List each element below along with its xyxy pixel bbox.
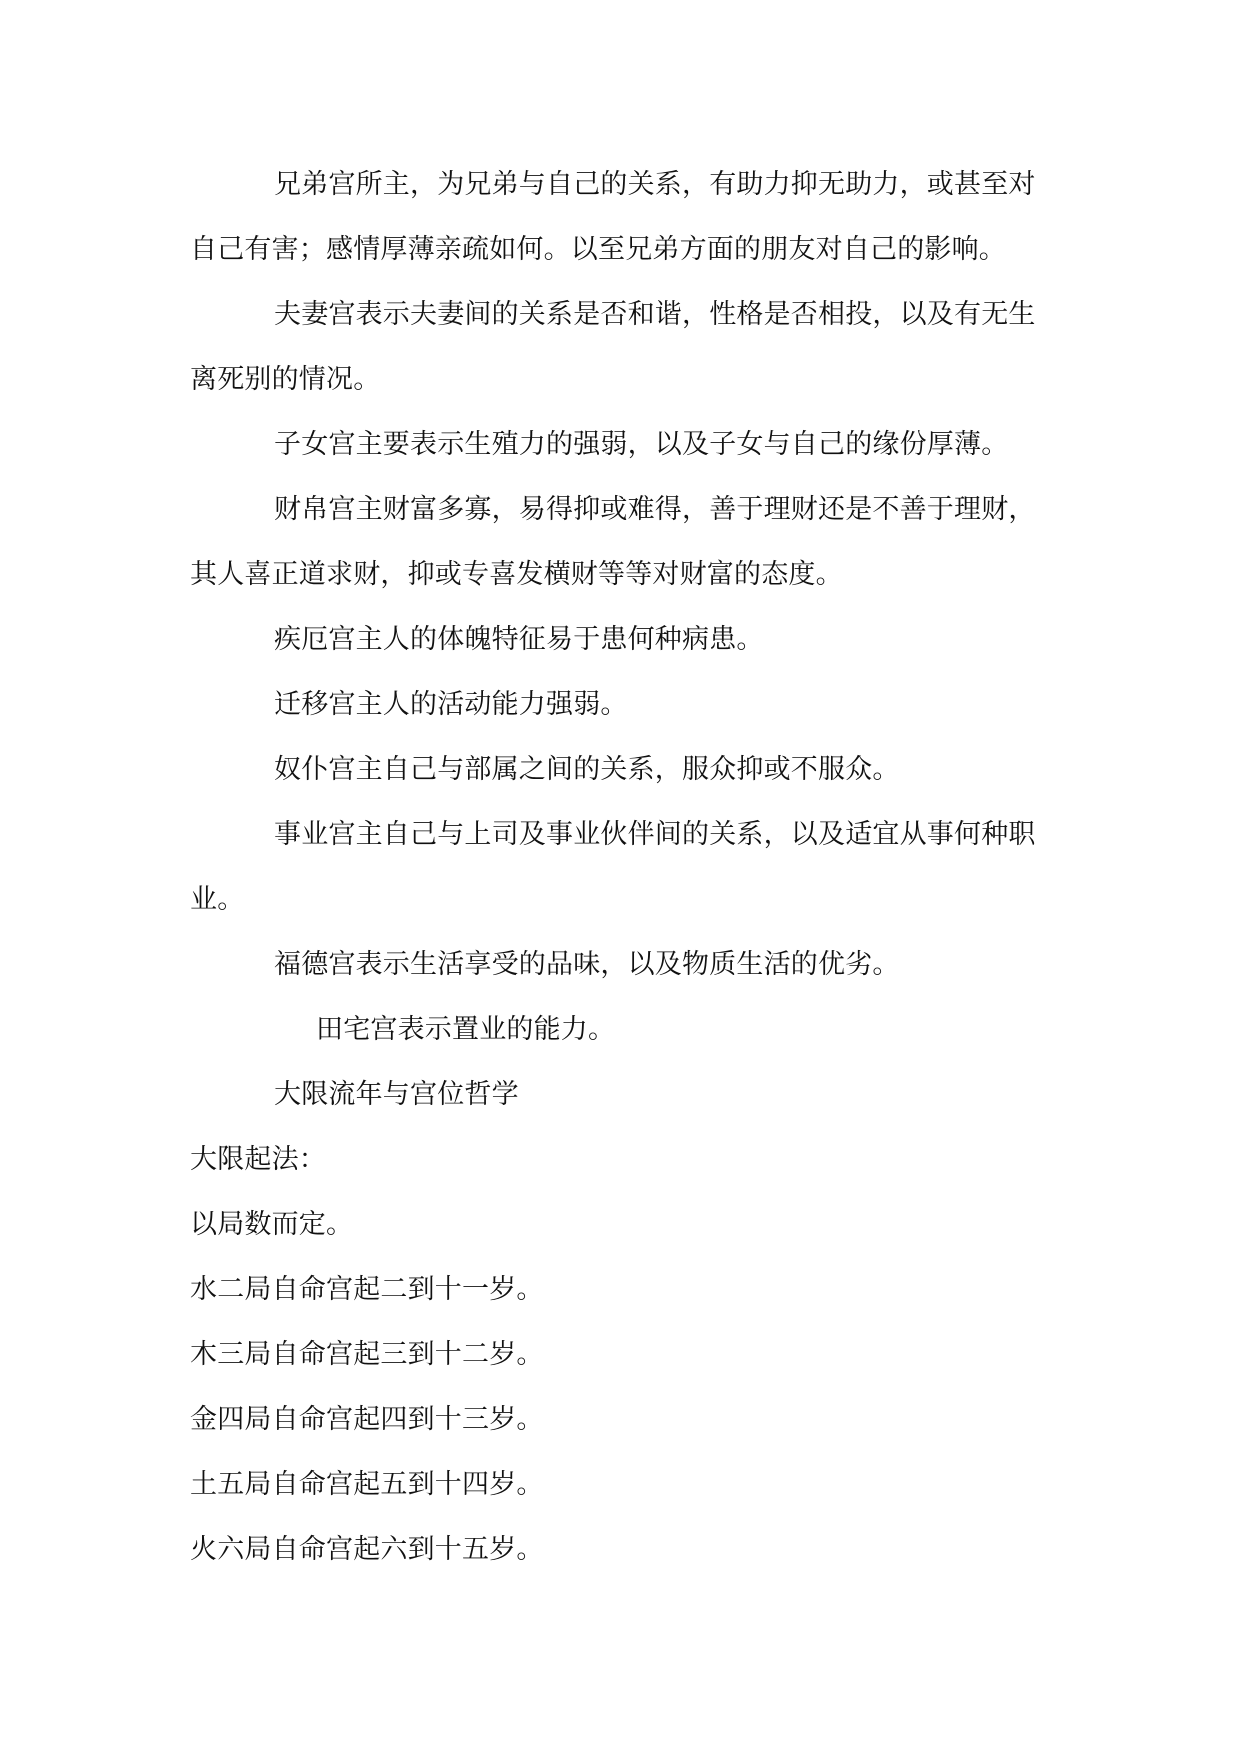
section-heading: 大限流年与宫位哲学 — [274, 1079, 519, 1110]
text-line: 其人喜正道求财，抑或专喜发横财等等对财富的态度。 — [190, 559, 843, 590]
text-line: 火六局自命宫起六到十五岁。 — [190, 1534, 544, 1565]
text-line: 财帛宫主财富多寡，易得抑或难得，善于理财还是不善于理财， — [274, 494, 1036, 525]
text-line: 福德宫表示生活享受的品味，以及物质生活的优劣。 — [274, 949, 900, 980]
text-line: 事业宫主自己与上司及事业伙伴间的关系，以及适宜从事何种职 — [274, 819, 1036, 850]
text-line: 木三局自命宫起三到十二岁。 — [190, 1339, 544, 1370]
text-line: 奴仆宫主自己与部属之间的关系，服众抑或不服众。 — [274, 754, 900, 785]
document-body — [190, 152, 1058, 1582]
text-line: 离死别的情况。 — [190, 364, 381, 395]
text-line: 土五局自命宫起五到十四岁。 — [190, 1469, 544, 1500]
text-line: 自己有害；感情厚薄亲疏如何。以至兄弟方面的朋友对自己的影响。 — [190, 234, 1006, 265]
text-line: 以局数而定。 — [190, 1209, 354, 1240]
text-line: 迁移宫主人的活动能力强弱。 — [274, 689, 628, 720]
text-line: 业。 — [190, 884, 245, 915]
text-line: 子女宫主要表示生殖力的强弱，以及子女与自己的缘份厚薄。 — [274, 429, 1009, 460]
text-line: 水二局自命宫起二到十一岁。 — [190, 1274, 544, 1305]
text-line: 大限起法： — [190, 1144, 326, 1175]
text-line: 金四局自命宫起四到十三岁。 — [190, 1404, 544, 1435]
text-line: 兄弟宫所主，为兄弟与自己的关系，有助力抑无助力，或甚至对 — [274, 169, 1036, 200]
text-line: 田宅宫表示置业的能力。 — [316, 1014, 616, 1045]
text-line: 夫妻宫表示夫妻间的关系是否和谐，性格是否相投，以及有无生 — [274, 299, 1036, 330]
text-line: 疾厄宫主人的体魄特征易于患何种病患。 — [274, 624, 764, 655]
